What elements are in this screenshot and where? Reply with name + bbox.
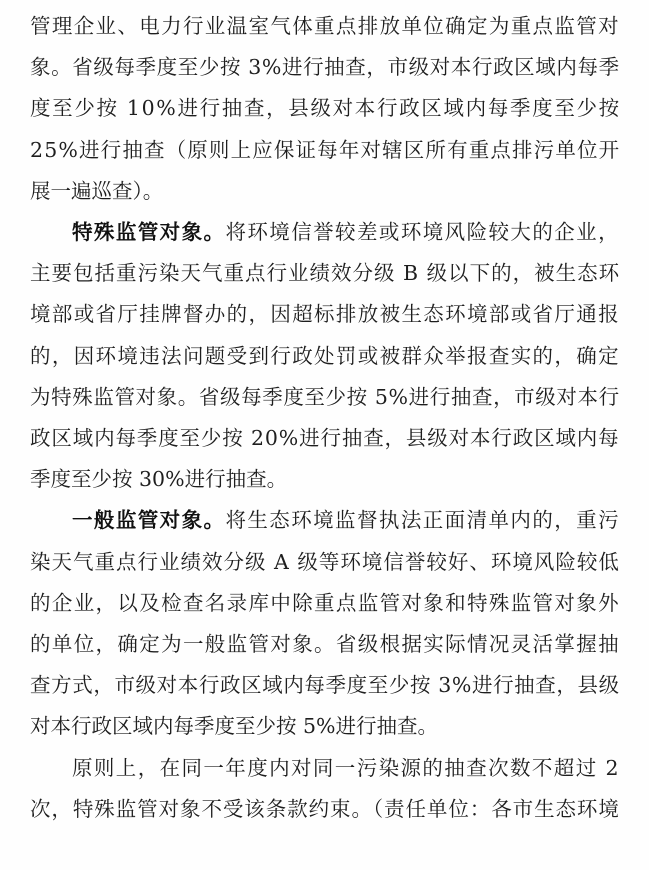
text-line: 次，特殊监管对象不受该条款约束。（责任单位：各市生态环境 [30, 796, 620, 821]
text-span: 将环境信誉较差或环境风险较大的企业， [225, 220, 621, 244]
paragraph-first-line [72, 500, 620, 540]
text-line: 展一遍巡查）。 [30, 178, 164, 203]
general-supervision-heading: 一般监管对象。 [72, 508, 226, 533]
text-line: 的，因环境违法问题受到行政处罚或被群众举报查实的，确定 [30, 343, 620, 368]
text-line: 对本行政区域内每季度至少按 5%进行抽查。 [30, 714, 439, 739]
text-span: 将生态环境监督执法正面清单内的，重污 [225, 508, 621, 533]
text-line: 的单位，确定为一般监管对象。省级根据实际情况灵活掌握抽 [30, 632, 620, 656]
text-line: 染天气重点行业绩效分级 A 级等环境信誉较好、环境风险较低 [30, 549, 620, 574]
text-line: 查方式，市级对本行政区域内每季度至少按 3%进行抽查，县级 [30, 673, 620, 698]
special-supervision-heading: 特殊监管对象。 [72, 220, 226, 244]
text-line: 25%进行抽查（原则上应保证每年对辖区所有重点排污单位开 [30, 137, 621, 162]
paragraph-first-line: 原则上，在同一年度内对同一污染源的抽查次数不超过 2 [72, 755, 620, 780]
text-line: 主要包括重污染天气重点行业绩效分级 B 级以下的，被生态环 [30, 261, 621, 286]
text-line: 政区域内每季度至少按 20%进行抽查，县级对本行政区域内每 [30, 426, 620, 450]
text-line: 境部或省厅挂牌督办的，因超标排放被生态环境部或省厅通报 [30, 302, 620, 327]
text-line: 季度至少按 30%进行抽查。 [30, 467, 288, 492]
text-line: 象。省级每季度至少按 3%进行抽查，市级对本行政区域内每季 [30, 55, 620, 80]
text-line: 为特殊监管对象。省级每季度至少按 5%进行抽查，市级对本行 [30, 384, 620, 409]
text-line: 度至少按 10%进行抽查，县级对本行政区域内每季度至少按 [30, 96, 621, 121]
text-line: 管理企业、电力行业温室气体重点排放单位确定为重点监管对 [30, 14, 620, 38]
text-line: 的企业，以及检查名录库中除重点监管对象和特殊监管对象外 [30, 590, 620, 615]
paragraph-first-line [72, 212, 620, 252]
